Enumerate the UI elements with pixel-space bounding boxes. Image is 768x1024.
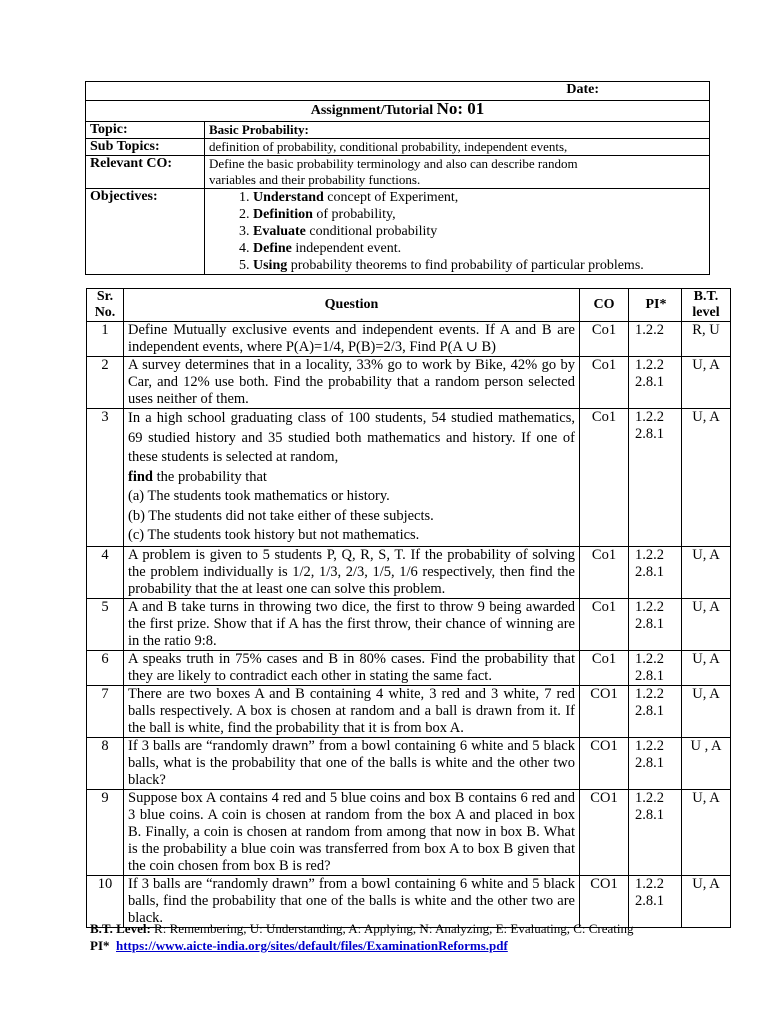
pi-cell: 1.2.2 2.8.1 (629, 737, 682, 789)
table-row (87, 546, 731, 598)
header-question: Question (124, 289, 580, 322)
objective-verb: Define (253, 241, 292, 256)
objective-text: of probability, (312, 207, 396, 222)
questions-table (86, 288, 731, 928)
topic-value: Basic Probability: (205, 122, 710, 139)
question-cell: Define Mutually exclusive events and independent events. If A and B are independent events, where P(A)=1/4, P(B)=2/3, Find P(A ∪ B) (124, 322, 580, 357)
header-bt-level: B.T. level (682, 289, 731, 322)
pi-cell: 1.2.2 2.8.1 (629, 409, 682, 547)
bt-cell: U, A (682, 789, 731, 875)
bt-cell: R, U (682, 322, 731, 357)
sr-cell: 8 (87, 737, 124, 789)
pi-cell: 1.2.2 2.8.1 (629, 357, 682, 409)
bt-cell: U, A (682, 357, 731, 409)
bt-cell: U, A (682, 650, 731, 685)
header-pi: PI* (629, 289, 682, 322)
table-row (87, 685, 731, 737)
pi-cell: 1.2.2 (629, 322, 682, 357)
bt-level-legend (90, 920, 634, 937)
footer-notes (90, 920, 634, 954)
objective-verb: Understand (253, 190, 324, 205)
pi-cell: 1.2.2 2.8.1 (629, 685, 682, 737)
bt-cell: U , A (682, 737, 731, 789)
question-cell: If 3 balls are “randomly drawn” from a bowl containing 6 white and 5 black balls, what is the probability that one of the balls is white and the other two black? (124, 737, 580, 789)
co-cell: CO1 (580, 789, 629, 875)
co-cell: CO1 (580, 737, 629, 789)
objective-text: concept of Experiment, (323, 190, 459, 205)
header-co: CO (580, 289, 629, 322)
sr-cell: 1 (87, 322, 124, 357)
co-cell: Co1 (580, 598, 629, 650)
bt-cell: U, A (682, 685, 731, 737)
objective-text: independent event. (291, 241, 402, 256)
pi-cell: 1.2.2 2.8.1 (629, 546, 682, 598)
sr-cell: 3 (87, 409, 124, 547)
sr-cell: 7 (87, 685, 124, 737)
sr-cell: 2 (87, 357, 124, 409)
bt-cell: U, A (682, 409, 731, 547)
co-cell: Co1 (580, 546, 629, 598)
question-cell: There are two boxes A and B containing 4 white, 3 red and 3 white, 7 red balls respectively. A box is chosen at random and a ball is drawn from it. If the ball is white, find the probability that it is from box A. (124, 685, 580, 737)
table-row (87, 598, 731, 650)
co-cell: Co1 (580, 357, 629, 409)
table-row (87, 650, 731, 685)
pi-cell: 1.2.2 2.8.1 (629, 650, 682, 685)
bt-cell: U, A (682, 875, 731, 927)
pi-cell: 1.2.2 2.8.1 (629, 598, 682, 650)
topic-label: Topic: (86, 122, 205, 139)
question-cell (124, 409, 580, 547)
sr-cell: 9 (87, 789, 124, 875)
objective-verb: Definition (253, 207, 313, 222)
objectives-cell (205, 189, 710, 275)
pi-reference-link[interactable]: https://www.aicte-india.org/sites/default/files/ExaminationReforms.pdf (116, 938, 508, 953)
objective-item (253, 240, 705, 257)
table-row (87, 409, 731, 547)
question-part-a: (a) The students took mathematics or history. (128, 488, 390, 504)
table-row (87, 737, 731, 789)
header-sr-no: Sr. No. (87, 289, 124, 322)
co-cell: CO1 (580, 685, 629, 737)
question-cell: If 3 balls are “randomly drawn” from a bowl containing 6 white and 5 black balls, find the probability that one of the balls is white and the other two are black. (124, 875, 580, 927)
relevant-co-line1: Define the basic probability terminology and also can describe random (209, 156, 578, 171)
question-part-b: (b) The students did not take either of these subjects. (128, 507, 434, 524)
question-find-word: find (128, 468, 153, 485)
objective-item (253, 189, 705, 206)
bt-level-label: B.T. Level: (90, 921, 151, 936)
pi-reference (90, 937, 634, 954)
objective-verb: Evaluate (253, 224, 306, 239)
pi-label: PI* (90, 938, 110, 953)
question-cell: A and B take turns in throwing two dice, the first to throw 9 being awarded the first prize. Show that if A has the first throw, their chance of winning are in the ratio 9:8. (124, 598, 580, 650)
co-cell: CO1 (580, 875, 629, 927)
question-part-c: (c) The students took history but not mathematics. (128, 527, 420, 543)
bt-cell: U, A (682, 598, 731, 650)
title-prefix: Assignment/Tutorial (310, 103, 434, 118)
relevant-co-line2: variables and their probability functions. (209, 172, 421, 187)
table-row (87, 789, 731, 875)
bt-level-text: R: Remembering, U: Understanding, A: Applying, N: Analyzing, E: Evaluating, C: Creating (150, 921, 634, 936)
objective-item (253, 223, 705, 240)
subtopics-label: Sub Topics: (86, 139, 205, 156)
bt-cell: U, A (682, 546, 731, 598)
subtopics-value: definition of probability, conditional probability, independent events, (205, 139, 710, 156)
relevant-co-value (205, 156, 710, 189)
title-number: No: 01 (436, 99, 485, 118)
pi-cell: 1.2.2 2.8.1 (629, 875, 682, 927)
co-cell: Co1 (580, 650, 629, 685)
question-cell: Suppose box A contains 4 red and 5 blue coins and box B contains 6 red and 3 blue coins. A coin is chosen at random from the box A and placed in box B. Finally, a coin is chosen at random from among that now in box B. What is the probability a blue coin was transferred from box A to box B given that the coin chosen from box B is red? (124, 789, 580, 875)
question-intro: In a high school graduating class of 100 students, 54 studied mathematics, 69 studied history and 35 studied both mathematics and history. If one of these students is selected at random, (128, 410, 575, 465)
table-row (87, 357, 731, 409)
objective-item (253, 206, 705, 223)
objective-text: conditional probability (305, 224, 438, 239)
objective-text: probability theorems to find probability of particular problems. (287, 258, 644, 273)
table-row (87, 322, 731, 357)
sr-cell: 4 (87, 546, 124, 598)
co-cell: Co1 (580, 409, 629, 547)
question-cell: A survey determines that in a locality, 33% go to work by Bike, 42% go by Car, and 12% use both. Find the probability that a random person selected uses neither of them. (124, 357, 580, 409)
sr-cell: 5 (87, 598, 124, 650)
sr-cell: 10 (87, 875, 124, 927)
pi-cell: 1.2.2 2.8.1 (629, 789, 682, 875)
sr-cell: 6 (87, 650, 124, 685)
co-cell: Co1 (580, 322, 629, 357)
assignment-header-table (85, 81, 710, 275)
relevant-co-label: Relevant CO: (86, 156, 205, 189)
date-label: Date: (86, 82, 710, 101)
question-find-rest: the probability that (153, 468, 267, 485)
question-cell: A problem is given to 5 students P, Q, R, S, T. If the probability of solving the problem individually is 1/2, 1/3, 2/3, 1/5, 1/6 respectively, then find the probability that the at least one can solve this problem. (124, 546, 580, 598)
question-cell: A speaks truth in 75% cases and B in 80% cases. Find the probability that they are likely to contradict each other in stating the same fact. (124, 650, 580, 685)
objective-item (253, 257, 705, 274)
assignment-title (86, 101, 710, 122)
objective-verb: Using (253, 258, 288, 273)
objectives-label: Objectives: (86, 189, 205, 275)
objectives-list (209, 189, 705, 274)
